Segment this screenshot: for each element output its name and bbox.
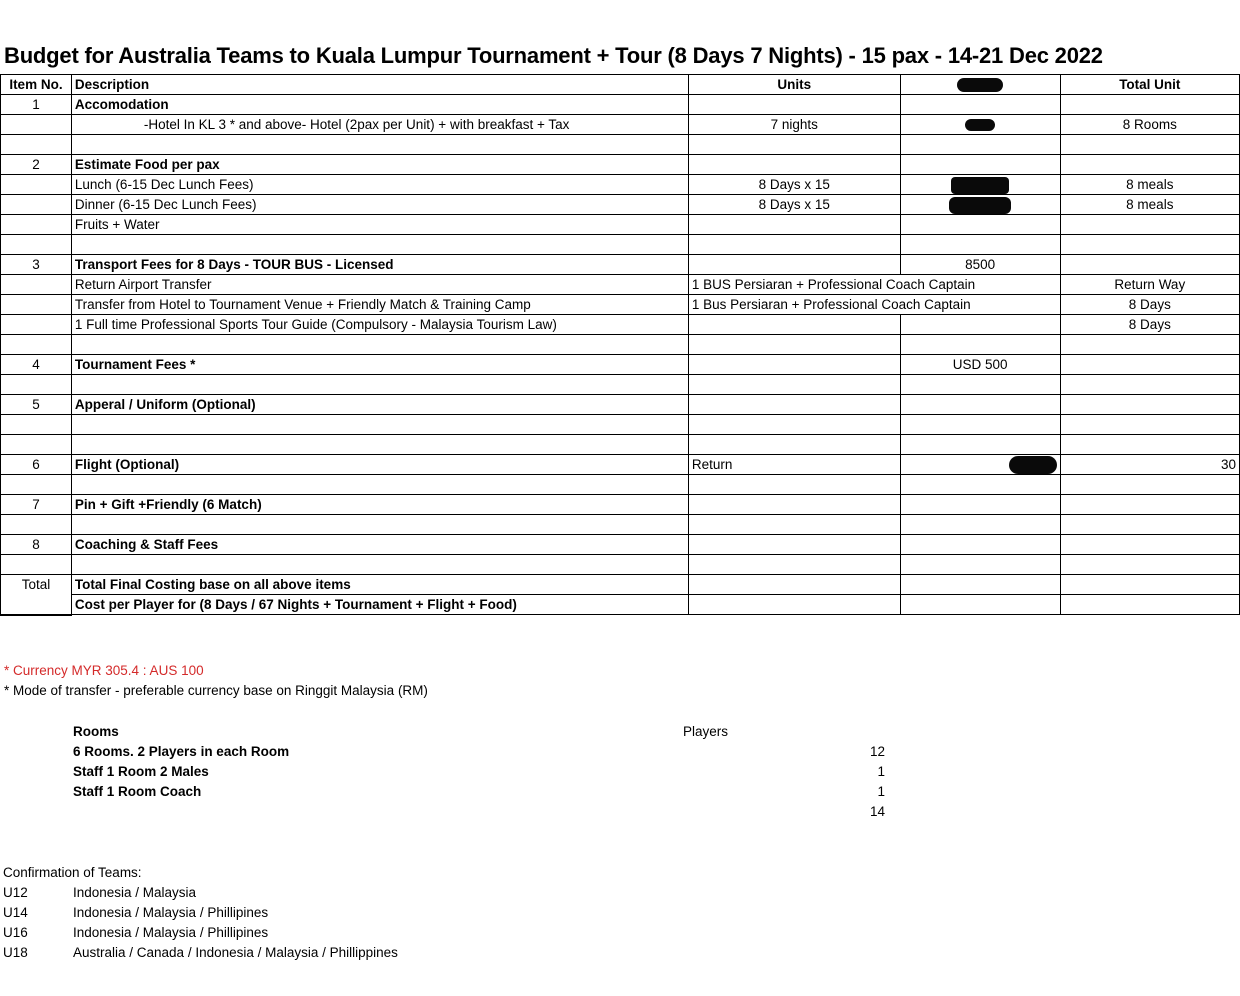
empty-cell xyxy=(1060,135,1239,155)
table-row xyxy=(1,195,1240,215)
table-row xyxy=(1,235,1240,255)
empty-cell xyxy=(1060,415,1239,435)
item-no: 2 xyxy=(1,155,72,175)
empty-cell xyxy=(688,475,900,495)
row-total xyxy=(1060,255,1239,275)
per-player-total xyxy=(1060,595,1239,615)
room-item-label: 6 Rooms. 2 Players in each Room xyxy=(73,744,290,759)
per-player-cost xyxy=(900,595,1060,615)
empty-cell xyxy=(688,435,900,455)
empty-cell xyxy=(1060,435,1239,455)
row-units xyxy=(688,215,900,235)
empty-cell xyxy=(1060,515,1239,535)
redaction-mark xyxy=(951,177,1009,194)
row-total: 8 Rooms xyxy=(1060,115,1239,135)
total-unit-value xyxy=(1060,575,1239,595)
row-total: 8 Days xyxy=(1060,295,1239,315)
empty-cell xyxy=(900,555,1060,575)
empty-cell xyxy=(71,475,688,495)
row-description: Dinner (6-15 Dec Lunch Fees) xyxy=(71,195,688,215)
empty-cell xyxy=(1060,335,1239,355)
row-description: Apperal / Uniform (Optional) xyxy=(71,395,688,415)
empty-cell xyxy=(71,435,688,455)
item-no: 5 xyxy=(1,395,72,415)
team-age-group: U12 xyxy=(3,885,28,900)
team-list: Indonesia / Malaysia / Phillipines xyxy=(73,925,269,940)
redaction-mark xyxy=(957,78,1003,92)
empty-cell xyxy=(1060,235,1239,255)
row-description: Coaching & Staff Fees xyxy=(71,535,688,555)
item-no xyxy=(1,315,72,335)
row-cost xyxy=(900,495,1060,515)
empty-cell xyxy=(900,135,1060,155)
row-total xyxy=(1060,155,1239,175)
table-row xyxy=(1,455,1240,475)
row-cost xyxy=(900,455,1060,475)
table-row xyxy=(1,255,1240,275)
row-cost: USD 500 xyxy=(900,355,1060,375)
budget-table xyxy=(0,74,1240,616)
page-title: Budget for Australia Teams to Kuala Lumpur Tournament + Tour (8 Days 7 Nights) - 15 pax - 14-21 Dec 2022 xyxy=(4,43,1103,68)
empty-cell xyxy=(71,555,688,575)
row-units: Return xyxy=(688,455,900,475)
empty-cell xyxy=(900,235,1060,255)
empty-cell xyxy=(1,515,72,535)
row-description: Tournament Fees * xyxy=(71,355,688,375)
header-total-unit: Total Unit xyxy=(1060,75,1239,95)
item-no: 7 xyxy=(1,495,72,515)
empty-cell xyxy=(688,555,900,575)
room-item-label: Staff 1 Room Coach xyxy=(73,784,202,799)
team-list: Indonesia / Malaysia xyxy=(73,885,197,900)
empty-cell xyxy=(71,135,688,155)
row-description: Accomodation xyxy=(71,95,688,115)
row-total xyxy=(1060,355,1239,375)
rooms-header: Rooms xyxy=(73,724,119,739)
empty-cell xyxy=(688,415,900,435)
table-row xyxy=(1,475,1240,495)
empty-cell xyxy=(1,135,72,155)
row-units xyxy=(688,315,900,335)
empty-cell xyxy=(1,335,72,355)
room-item-players: 12 xyxy=(869,744,885,759)
empty-cell xyxy=(71,335,688,355)
row-cost xyxy=(900,195,1060,215)
table-row xyxy=(1,515,1240,535)
row-cost xyxy=(900,395,1060,415)
team-age-group: U18 xyxy=(3,945,28,960)
row-cost xyxy=(900,215,1060,235)
row-cost xyxy=(900,175,1060,195)
redaction-mark xyxy=(1009,456,1057,474)
row-description: Flight (Optional) xyxy=(71,455,688,475)
row-description: Pin + Gift +Friendly (6 Match) xyxy=(71,495,688,515)
row-total: Return Way xyxy=(1060,275,1239,295)
currency-note: * Currency MYR 305.4 : AUS 100 xyxy=(4,663,204,678)
empty-cell xyxy=(900,415,1060,435)
team-list: Indonesia / Malaysia / Phillipines xyxy=(73,905,269,920)
item-no: 6 xyxy=(1,455,72,475)
row-units: 1 BUS Persiaran + Professional Coach Captain xyxy=(688,275,1060,295)
table-row xyxy=(1,95,1240,115)
redaction-mark xyxy=(965,119,995,131)
row-total: 8 meals xyxy=(1060,195,1239,215)
row-cost xyxy=(900,115,1060,135)
row-description: Lunch (6-15 Dec Lunch Fees) xyxy=(71,175,688,195)
table-row xyxy=(1,275,1240,295)
empty-cell xyxy=(1060,375,1239,395)
total-description: Total Final Costing base on all above items xyxy=(71,575,688,595)
teams-header: Confirmation of Teams: xyxy=(3,865,142,880)
item-no: 1 xyxy=(1,95,72,115)
empty-cell xyxy=(71,375,688,395)
row-description: Estimate Food per pax xyxy=(71,155,688,175)
empty-cell xyxy=(1060,475,1239,495)
header-cost xyxy=(900,75,1060,95)
row-cost: 8500 xyxy=(900,255,1060,275)
row-units: 1 Bus Persiaran + Professional Coach Captain xyxy=(688,295,1060,315)
row-description: Fruits + Water xyxy=(71,215,688,235)
transfer-note: * Mode of transfer - preferable currency base on Ringgit Malaysia (RM) xyxy=(4,683,428,698)
row-total xyxy=(1060,215,1239,235)
empty-cell xyxy=(71,415,688,435)
row-description: Transfer from Hotel to Tournament Venue + Friendly Match & Training Camp xyxy=(71,295,688,315)
item-no xyxy=(1,175,72,195)
item-no xyxy=(1,275,72,295)
empty-cell xyxy=(1,235,72,255)
row-units xyxy=(688,395,900,415)
table-row xyxy=(1,115,1240,135)
room-item-label: Staff 1 Room 2 Males xyxy=(73,764,209,779)
empty-cell xyxy=(900,475,1060,495)
row-description: -Hotel In KL 3 * and above- Hotel (2pax per Unit) + with breakfast + Tax xyxy=(71,115,688,135)
item-no: 8 xyxy=(1,535,72,555)
table-row xyxy=(1,495,1240,515)
empty-cell xyxy=(688,515,900,535)
row-description: Transport Fees for 8 Days - TOUR BUS - Licensed xyxy=(71,255,688,275)
row-total xyxy=(1060,395,1239,415)
empty-cell xyxy=(688,135,900,155)
row-units xyxy=(688,95,900,115)
room-item-players: 1 xyxy=(877,784,885,799)
redaction-mark xyxy=(949,197,1011,214)
item-no xyxy=(1,195,72,215)
row-units: 8 Days x 15 xyxy=(688,175,900,195)
row-total: 8 Days xyxy=(1060,315,1239,335)
row-total xyxy=(1060,495,1239,515)
row-units xyxy=(688,355,900,375)
table-row xyxy=(1,215,1240,235)
empty-cell xyxy=(900,435,1060,455)
table-row xyxy=(1,435,1240,455)
empty-cell xyxy=(1,555,72,575)
row-units: 7 nights xyxy=(688,115,900,135)
team-list: Australia / Canada / Indonesia / Malaysia / Phillippines xyxy=(73,945,398,960)
row-cost xyxy=(900,95,1060,115)
row-units xyxy=(688,255,900,275)
total-row xyxy=(1,575,1240,595)
table-row xyxy=(1,335,1240,355)
total-label: Total xyxy=(1,575,72,615)
table-row xyxy=(1,395,1240,415)
team-age-group: U16 xyxy=(3,925,28,940)
team-age-group: U14 xyxy=(3,905,28,920)
empty-cell xyxy=(71,515,688,535)
empty-cell xyxy=(688,375,900,395)
row-cost xyxy=(900,535,1060,555)
table-row xyxy=(1,555,1240,575)
rooms-sum: 14 xyxy=(869,804,885,819)
room-item-players: 1 xyxy=(877,764,885,779)
empty-cell xyxy=(1,435,72,455)
row-units: 8 Days x 15 xyxy=(688,195,900,215)
empty-cell xyxy=(1,415,72,435)
header-description: Description xyxy=(71,75,688,95)
total-units xyxy=(688,575,900,595)
table-row xyxy=(1,535,1240,555)
row-total xyxy=(1060,95,1239,115)
table-row xyxy=(1,315,1240,335)
item-no xyxy=(1,215,72,235)
table-row xyxy=(1,375,1240,395)
header-units: Units xyxy=(688,75,900,95)
item-no: 3 xyxy=(1,255,72,275)
empty-cell xyxy=(1,375,72,395)
per-player-description: Cost per Player for (8 Days / 67 Nights + Tournament + Flight + Food) xyxy=(71,595,688,615)
empty-cell xyxy=(1060,555,1239,575)
row-units xyxy=(688,495,900,515)
row-description: 1 Full time Professional Sports Tour Guide (Compulsory - Malaysia Tourism Law) xyxy=(71,315,688,335)
row-cost xyxy=(900,155,1060,175)
table-row xyxy=(1,415,1240,435)
table-row xyxy=(1,355,1240,375)
total-cost xyxy=(900,575,1060,595)
table-row xyxy=(1,135,1240,155)
row-total: 30 xyxy=(1060,455,1239,475)
item-no xyxy=(1,115,72,135)
empty-cell xyxy=(688,335,900,355)
players-header: Players xyxy=(683,724,729,739)
item-no: 4 xyxy=(1,355,72,375)
row-units xyxy=(688,155,900,175)
row-description: Return Airport Transfer xyxy=(71,275,688,295)
header-item-no: Item No. xyxy=(1,75,72,95)
empty-cell xyxy=(688,235,900,255)
table-row xyxy=(1,295,1240,315)
empty-cell xyxy=(1,475,72,495)
empty-cell xyxy=(900,335,1060,355)
row-total: 8 meals xyxy=(1060,175,1239,195)
empty-cell xyxy=(71,235,688,255)
empty-cell xyxy=(900,375,1060,395)
table-header-row xyxy=(1,75,1240,95)
item-no xyxy=(1,295,72,315)
table-row xyxy=(1,155,1240,175)
row-total xyxy=(1060,535,1239,555)
row-cost xyxy=(900,315,1060,335)
per-player-row xyxy=(1,595,1240,615)
per-player-units xyxy=(688,595,900,615)
empty-cell xyxy=(900,515,1060,535)
table-row xyxy=(1,175,1240,195)
row-units xyxy=(688,535,900,555)
